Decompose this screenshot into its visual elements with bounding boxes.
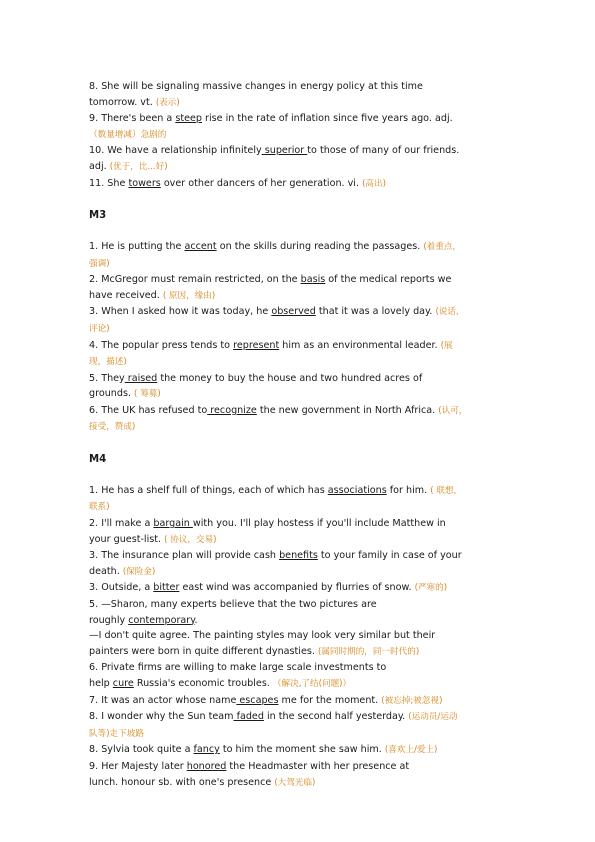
sentence-list-m4 (89, 483, 509, 791)
sentence-text: 10. We have a relationship infinitely (89, 145, 262, 157)
sentence-text: lunch. honour sb. with one's presence (89, 776, 275, 788)
sentence-entry (89, 272, 509, 304)
sentence-text: for him. (386, 484, 431, 496)
chinese-gloss: 接受，赞成) (89, 422, 136, 433)
keyword-underlined: accent (184, 240, 217, 252)
sentence-text: of the medical reports we (325, 274, 452, 286)
sentence-text: 3. The insurance plan will provide cash (89, 550, 280, 562)
sentence-text: 8. Sylvia took quite a (89, 744, 194, 756)
sentence-text: rise in the rate of inflation since five years ago. adj. (201, 113, 453, 125)
chinese-gloss: (保险金) (122, 566, 156, 577)
chinese-gloss: (喜欢上/爱上) (384, 745, 438, 756)
keyword-underlined: recognize (207, 404, 257, 416)
sentence-entry (89, 742, 509, 759)
sentence-text: 11. She (89, 177, 129, 189)
sentence-line (89, 239, 509, 256)
chinese-gloss: 联系) (89, 502, 110, 513)
sentence-entry (89, 304, 509, 337)
chinese-gloss: 强调) (89, 258, 110, 269)
sentence-line (89, 693, 509, 710)
section-heading-m3: M3 (89, 209, 107, 221)
sentence-entry (89, 483, 509, 516)
sentence-text: 5. They (89, 372, 125, 384)
chinese-gloss: (运动员/运动 (408, 712, 458, 723)
sentence-line (89, 386, 509, 403)
sentence-entry (89, 79, 509, 111)
sentence-line (89, 304, 509, 321)
sentence-text: 2. McGregor must remain restricted, on the (89, 274, 301, 286)
sentence-entry (89, 759, 509, 791)
sentence-entry (89, 516, 509, 548)
chinese-gloss: 现，描述) (89, 357, 127, 368)
sentence-line (89, 256, 509, 273)
sentence-text: to your family in case of your (317, 550, 462, 562)
sentence-text: . (194, 614, 198, 626)
sentence-line (89, 580, 509, 597)
sentence-line (89, 597, 509, 613)
sentence-line (89, 516, 509, 532)
keyword-underlined: contemporary (128, 614, 195, 626)
sentence-line (89, 403, 509, 420)
sentence-text: tomorrow. vt. (89, 96, 156, 108)
sentence-line (89, 483, 509, 500)
sentence-line (89, 759, 509, 775)
chinese-gloss: (表示) (155, 97, 180, 108)
sentence-line (89, 613, 509, 629)
sentence-text: 3. Outside, a (89, 582, 154, 594)
sentence-text: on the skills during reading the passages. (216, 240, 424, 252)
sentence-text: with you. I'll play hostess if you'll include Matthew in (192, 518, 446, 530)
sentence-line (89, 159, 509, 176)
sentence-text: 5. —Sharon, many experts believe that the two pictures are (89, 599, 377, 610)
keyword-underlined: cure (112, 677, 134, 689)
sentence-line (89, 660, 509, 676)
sentence-entry (89, 371, 509, 403)
document-body (89, 79, 509, 791)
chinese-gloss: ( 联想， (430, 485, 463, 496)
chinese-gloss: (严寒的) (414, 583, 448, 594)
chinese-gloss: （数量增减）急剧的 (89, 129, 167, 140)
sentence-line (89, 709, 509, 726)
sentence-line (89, 726, 509, 743)
sentence-text: grounds. (89, 388, 135, 400)
chinese-gloss: 评论) (89, 323, 110, 334)
sentence-text: 1. He has a shelf full of things, each of which has (89, 484, 328, 496)
chinese-gloss: ( 原因，缘由) (162, 290, 216, 301)
sentence-line (89, 79, 509, 95)
sentence-line (89, 321, 509, 338)
sentence-line (89, 628, 509, 644)
sentence-line (89, 742, 509, 759)
sentence-text: death. (89, 565, 123, 577)
sentence-entry (89, 176, 509, 193)
keyword-underlined: observed (271, 306, 316, 318)
sentence-line (89, 564, 509, 581)
sentence-entry (89, 338, 509, 371)
sentence-text: to those of many of our friends. (307, 145, 460, 157)
sentence-entry (89, 548, 509, 580)
keyword-underlined: bargain (153, 518, 193, 530)
sentence-line (89, 354, 509, 371)
section-heading-m4: M4 (89, 453, 107, 465)
sentence-text: have received. (89, 289, 163, 301)
keyword-underlined: benefits (279, 550, 318, 562)
sentence-line (89, 371, 509, 387)
sentence-text: Russia's economic troubles. (133, 677, 273, 689)
sentence-text: me for the moment. (278, 694, 382, 706)
sentence-text: that it was a lovely day. (315, 306, 436, 318)
chinese-gloss: (认可， (438, 405, 468, 416)
keyword-underlined: escapes (236, 694, 279, 706)
sentence-text: help (89, 677, 113, 689)
sentence-text: the money to buy the house and two hundred acres of (157, 372, 423, 384)
sentence-entry (89, 709, 509, 742)
keyword-underlined: represent (233, 339, 280, 351)
sentence-entry (89, 111, 509, 143)
sentence-line (89, 499, 509, 516)
sentence-entry (89, 143, 509, 175)
sentence-entry (89, 239, 509, 272)
sentence-line (89, 143, 509, 159)
sentence-text: 8. She will be signaling massive changes in energy policy at this time (89, 81, 423, 92)
sentence-text: to him the moment she saw him. (219, 744, 385, 756)
sentence-text: 9. There's been a (89, 113, 176, 125)
sentence-text: 8. I wonder why the Sun team (89, 711, 234, 723)
sentence-line (89, 111, 509, 127)
sentence-text: 9. Her Majesty later (89, 760, 187, 772)
sentence-entry (89, 660, 509, 692)
sentence-text: painters were born in quite different dynasties. (89, 645, 318, 657)
sentence-line (89, 272, 509, 288)
sentence-list-m3 (89, 239, 509, 436)
sentence-text: 2. I'll make a (89, 518, 154, 530)
chinese-gloss: 队等)走下坡路 (89, 728, 144, 739)
keyword-underlined: honored (186, 760, 227, 772)
sentence-entry (89, 403, 509, 436)
sentence-line (89, 548, 509, 564)
sentence-text: the new government in North Africa. (256, 404, 439, 416)
chinese-gloss: (属同时期的，同一时代的) (317, 646, 420, 657)
keyword-underlined: associations (327, 484, 387, 496)
sentence-text: him as an environmental leader. (279, 339, 441, 351)
sentence-line (89, 338, 509, 355)
chinese-gloss: (被忘掉;被忽视) (381, 695, 443, 706)
chinese-gloss: ( 协议，交易) (164, 534, 217, 545)
sentence-text: over other dancers of her generation. vi. (160, 177, 363, 189)
keyword-underlined: superior (261, 145, 308, 157)
sentence-entry (89, 693, 509, 710)
sentence-text: 6. The UK has refused to (89, 404, 208, 416)
sentence-text: 1. He is putting the (89, 240, 185, 252)
chinese-gloss: （解决,了结(问题)） (272, 678, 352, 689)
sentence-line (89, 127, 509, 144)
sentence-text: 4. The popular press tends to (89, 339, 234, 351)
chinese-gloss: (优于，比...好) (109, 161, 168, 172)
sentence-line (89, 95, 509, 112)
sentence-line (89, 419, 509, 436)
sentence-entry (89, 580, 509, 597)
keyword-underlined: fancy (193, 744, 220, 756)
chinese-gloss: (展 (440, 340, 453, 351)
sentence-text: 6. Private firms are willing to make large scale investments to (89, 662, 387, 674)
sentence-text: roughly (89, 614, 129, 626)
sentence-line (89, 288, 509, 305)
chinese-gloss: (大驾光临) (274, 777, 316, 788)
keyword-underlined: faded (233, 711, 264, 723)
sentence-entry (89, 597, 509, 660)
sentence-text: adj. (89, 160, 110, 172)
sentence-text: —I don't quite agree. The painting styles may look very similar but their (89, 630, 436, 642)
sentence-line (89, 644, 509, 661)
sentence-line (89, 176, 509, 193)
chinese-gloss: ( 筹募) (134, 389, 161, 400)
keyword-underlined: bitter (153, 582, 180, 594)
keyword-underlined: raised (124, 372, 158, 384)
keyword-underlined: basis (300, 274, 326, 286)
sentence-list-continued (89, 79, 509, 192)
sentence-text: 3. When I asked how it was today, he (89, 306, 272, 318)
sentence-text: your guest-list. (89, 533, 165, 545)
keyword-underlined: towers (128, 177, 161, 189)
sentence-text: 7. It was an actor whose name (89, 694, 237, 706)
sentence-line (89, 775, 509, 792)
keyword-underlined: steep (175, 113, 202, 125)
sentence-line (89, 532, 509, 549)
sentence-line (89, 676, 509, 693)
sentence-text: in the second half yesterday. (263, 711, 409, 723)
chinese-gloss: (高出) (362, 178, 386, 189)
sentence-text: east wind was accompanied by flurries of snow. (179, 582, 415, 594)
sentence-text: the Headmaster with her presence at (226, 760, 410, 772)
chinese-gloss: (说话， (435, 307, 465, 318)
chinese-gloss: (着重点， (423, 241, 462, 252)
